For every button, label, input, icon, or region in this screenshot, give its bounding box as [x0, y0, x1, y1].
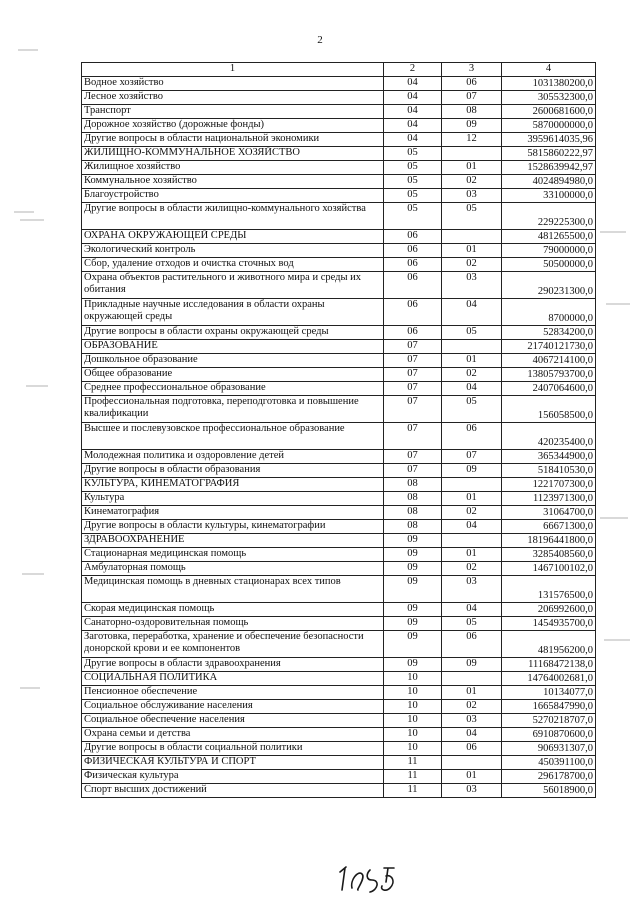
- row-name-cell: Спорт высших достижений: [82, 784, 384, 798]
- row-subsection-code: 05: [442, 203, 502, 230]
- row-amount: 5815860222,97: [502, 147, 596, 161]
- row-amount: 13805793700,0: [502, 368, 596, 382]
- row-name-cell: Среднее профессиональное образование: [82, 382, 384, 396]
- row-section-code: 09: [384, 562, 442, 576]
- row-amount: 481265500,0: [502, 230, 596, 244]
- table-row: [82, 714, 596, 728]
- row-section-code: 10: [384, 728, 442, 742]
- row-name-cell: Лесное хозяйство: [82, 91, 384, 105]
- table-row: [82, 382, 596, 396]
- row-name-cell: ОБРАЗОВАНИЕ: [82, 340, 384, 354]
- row-section-code: 06: [384, 272, 442, 299]
- row-amount: 1665847990,0: [502, 700, 596, 714]
- table-row: [82, 686, 596, 700]
- row-name-cell: Охрана семьи и детства: [82, 728, 384, 742]
- table-row: [82, 77, 596, 91]
- row-subsection-code: [442, 230, 502, 244]
- row-section-code: 09: [384, 548, 442, 562]
- row-name-cell: Заготовка, переработка, хранение и обеспечение безопасности донорской крови и ее компонентов: [82, 631, 384, 658]
- row-amount: 906931307,0: [502, 742, 596, 756]
- row-amount: 18196441800,0: [502, 534, 596, 548]
- row-subsection-code: 04: [442, 728, 502, 742]
- row-name-cell: Высшее и послевузовское профессиональное образование: [82, 423, 384, 450]
- row-subsection-code: 01: [442, 770, 502, 784]
- row-amount: 11168472138,0: [502, 658, 596, 672]
- row-subsection-code: 05: [442, 326, 502, 340]
- row-section-code: 07: [384, 340, 442, 354]
- row-name-cell: Другие вопросы в области социальной политики: [82, 742, 384, 756]
- row-amount: 518410530,0: [502, 464, 596, 478]
- table-row: [82, 728, 596, 742]
- row-subsection-code: 06: [442, 77, 502, 91]
- table-row: [82, 299, 596, 326]
- table-row: [82, 617, 596, 631]
- row-section-code: 05: [384, 147, 442, 161]
- row-subsection-code: 01: [442, 244, 502, 258]
- row-amount: 4024894980,0: [502, 175, 596, 189]
- row-section-code: 09: [384, 658, 442, 672]
- row-name-cell: Другие вопросы в области национальной экономики: [82, 133, 384, 147]
- table-row: [82, 548, 596, 562]
- table-row: [82, 631, 596, 658]
- row-amount: 5870000000,0: [502, 119, 596, 133]
- table-row: [82, 450, 596, 464]
- row-section-code: 08: [384, 478, 442, 492]
- header-col-4: 4: [502, 63, 596, 77]
- header-col-2: 2: [384, 63, 442, 77]
- row-section-code: 09: [384, 576, 442, 603]
- table-row: [82, 244, 596, 258]
- row-subsection-code: 12: [442, 133, 502, 147]
- row-section-code: 11: [384, 756, 442, 770]
- row-subsection-code: 01: [442, 548, 502, 562]
- row-name-cell: Благоустройство: [82, 189, 384, 203]
- row-subsection-code: [442, 756, 502, 770]
- row-amount: 14764002681,0: [502, 672, 596, 686]
- row-section-code: 11: [384, 784, 442, 798]
- row-subsection-code: 01: [442, 161, 502, 175]
- row-name-cell: Физическая культура: [82, 770, 384, 784]
- row-name-cell: Прикладные научные исследования в области охраны окружающей среды: [82, 299, 384, 326]
- row-subsection-code: 02: [442, 700, 502, 714]
- table-row: [82, 161, 596, 175]
- row-subsection-code: [442, 340, 502, 354]
- row-amount: 79000000,0: [502, 244, 596, 258]
- row-section-code: 08: [384, 520, 442, 534]
- row-name-cell: КУЛЬТУРА, КИНЕМАТОГРАФИЯ: [82, 478, 384, 492]
- row-subsection-code: 03: [442, 576, 502, 603]
- row-subsection-code: 01: [442, 354, 502, 368]
- row-subsection-code: 08: [442, 105, 502, 119]
- table-row: [82, 119, 596, 133]
- table-row: [82, 396, 596, 423]
- row-subsection-code: 06: [442, 631, 502, 658]
- row-subsection-code: 01: [442, 686, 502, 700]
- table-row: [82, 700, 596, 714]
- row-subsection-code: 09: [442, 464, 502, 478]
- table-row: [82, 756, 596, 770]
- row-name-cell: Амбулаторная помощь: [82, 562, 384, 576]
- row-name-cell: Стационарная медицинская помощь: [82, 548, 384, 562]
- table-row: [82, 423, 596, 450]
- table-row: [82, 354, 596, 368]
- handwritten-signature: [336, 860, 406, 896]
- row-name-cell: Кинематография: [82, 506, 384, 520]
- row-amount: 1031380200,0: [502, 77, 596, 91]
- row-name-cell: Другие вопросы в области жилищно-коммунального хозяйства: [82, 203, 384, 230]
- row-section-code: 10: [384, 700, 442, 714]
- row-name-cell: СОЦИАЛЬНАЯ ПОЛИТИКА: [82, 672, 384, 686]
- row-section-code: 07: [384, 396, 442, 423]
- table-row: [82, 230, 596, 244]
- table-row: [82, 742, 596, 756]
- table-row: [82, 147, 596, 161]
- row-amount: 2407064600,0: [502, 382, 596, 396]
- row-amount: 1467100102,0: [502, 562, 596, 576]
- row-section-code: 10: [384, 686, 442, 700]
- row-amount: 1528639942,97: [502, 161, 596, 175]
- row-name-cell: Другие вопросы в области образования: [82, 464, 384, 478]
- row-name-cell: Другие вопросы в области охраны окружающей среды: [82, 326, 384, 340]
- row-amount: 229225300,0: [502, 203, 596, 230]
- row-amount: 450391100,0: [502, 756, 596, 770]
- row-name-cell: Дошкольное образование: [82, 354, 384, 368]
- row-amount: 1221707300,0: [502, 478, 596, 492]
- row-subsection-code: 07: [442, 91, 502, 105]
- table-row: [82, 203, 596, 230]
- row-subsection-code: 05: [442, 396, 502, 423]
- row-name-cell: Коммунальное хозяйство: [82, 175, 384, 189]
- table-row: [82, 492, 596, 506]
- row-section-code: 10: [384, 672, 442, 686]
- row-subsection-code: 04: [442, 299, 502, 326]
- table-row: [82, 562, 596, 576]
- row-name-cell: Социальное обеспечение населения: [82, 714, 384, 728]
- row-subsection-code: 02: [442, 175, 502, 189]
- row-subsection-code: 06: [442, 423, 502, 450]
- table-row: [82, 770, 596, 784]
- row-section-code: 07: [384, 368, 442, 382]
- row-section-code: 04: [384, 105, 442, 119]
- table-row: [82, 464, 596, 478]
- table-row: [82, 534, 596, 548]
- row-amount: 5270218707,0: [502, 714, 596, 728]
- row-amount: 3285408560,0: [502, 548, 596, 562]
- row-section-code: 07: [384, 464, 442, 478]
- table-row: [82, 189, 596, 203]
- table-row: [82, 105, 596, 119]
- row-section-code: 06: [384, 244, 442, 258]
- table-row: [82, 576, 596, 603]
- row-section-code: 10: [384, 742, 442, 756]
- row-amount: 33100000,0: [502, 189, 596, 203]
- table-row: [82, 175, 596, 189]
- row-section-code: 05: [384, 161, 442, 175]
- row-name-cell: Профессиональная подготовка, переподготовка и повышение квалификации: [82, 396, 384, 423]
- row-section-code: 04: [384, 133, 442, 147]
- page-number: 2: [317, 34, 323, 46]
- row-name-cell: Транспорт: [82, 105, 384, 119]
- table-row: [82, 658, 596, 672]
- row-subsection-code: [442, 147, 502, 161]
- row-amount: 8700000,0: [502, 299, 596, 326]
- row-name-cell: Молодежная политика и оздоровление детей: [82, 450, 384, 464]
- row-section-code: 05: [384, 175, 442, 189]
- table-row: [82, 340, 596, 354]
- table-row: [82, 672, 596, 686]
- row-section-code: 06: [384, 326, 442, 340]
- row-subsection-code: 03: [442, 784, 502, 798]
- row-name-cell: Общее образование: [82, 368, 384, 382]
- row-name-cell: Медицинская помощь в дневных стационарах всех типов: [82, 576, 384, 603]
- row-name-cell: Другие вопросы в области здравоохранения: [82, 658, 384, 672]
- row-section-code: 06: [384, 299, 442, 326]
- row-amount: 365344900,0: [502, 450, 596, 464]
- row-amount: 3959614035,96: [502, 133, 596, 147]
- row-subsection-code: 07: [442, 450, 502, 464]
- row-amount: 156058500,0: [502, 396, 596, 423]
- row-amount: 21740121730,0: [502, 340, 596, 354]
- row-subsection-code: 03: [442, 714, 502, 728]
- row-section-code: 07: [384, 423, 442, 450]
- row-section-code: 09: [384, 631, 442, 658]
- row-name-cell: Другие вопросы в области культуры, кинематографии: [82, 520, 384, 534]
- row-subsection-code: 04: [442, 382, 502, 396]
- row-name-cell: Пенсионное обеспечение: [82, 686, 384, 700]
- row-subsection-code: 02: [442, 368, 502, 382]
- row-section-code: 09: [384, 603, 442, 617]
- row-section-code: 04: [384, 119, 442, 133]
- table-row: [82, 368, 596, 382]
- row-section-code: 09: [384, 617, 442, 631]
- row-amount: 4067214100,0: [502, 354, 596, 368]
- row-amount: 31064700,0: [502, 506, 596, 520]
- header-col-3: 3: [442, 63, 502, 77]
- row-amount: 481956200,0: [502, 631, 596, 658]
- row-name-cell: Сбор, удаление отходов и очистка сточных вод: [82, 258, 384, 272]
- row-subsection-code: 01: [442, 492, 502, 506]
- row-subsection-code: 02: [442, 562, 502, 576]
- row-name-cell: Скорая медицинская помощь: [82, 603, 384, 617]
- row-section-code: 11: [384, 770, 442, 784]
- row-section-code: 08: [384, 506, 442, 520]
- row-subsection-code: 03: [442, 272, 502, 299]
- row-subsection-code: 09: [442, 119, 502, 133]
- table-row: [82, 91, 596, 105]
- row-amount: 10134077,0: [502, 686, 596, 700]
- row-section-code: 07: [384, 382, 442, 396]
- row-section-code: 05: [384, 189, 442, 203]
- row-name-cell: ОХРАНА ОКРУЖАЮЩЕЙ СРЕДЫ: [82, 230, 384, 244]
- row-subsection-code: 02: [442, 506, 502, 520]
- row-name-cell: Культура: [82, 492, 384, 506]
- row-amount: 50500000,0: [502, 258, 596, 272]
- row-name-cell: ЗДРАВООХРАНЕНИЕ: [82, 534, 384, 548]
- row-amount: 131576500,0: [502, 576, 596, 603]
- row-section-code: 06: [384, 258, 442, 272]
- row-subsection-code: [442, 672, 502, 686]
- row-amount: 1454935700,0: [502, 617, 596, 631]
- row-amount: 56018900,0: [502, 784, 596, 798]
- row-name-cell: Жилищное хозяйство: [82, 161, 384, 175]
- row-subsection-code: 06: [442, 742, 502, 756]
- row-amount: 2600681600,0: [502, 105, 596, 119]
- table-row: [82, 272, 596, 299]
- row-section-code: 04: [384, 77, 442, 91]
- row-section-code: 09: [384, 534, 442, 548]
- row-section-code: 08: [384, 492, 442, 506]
- row-section-code: 06: [384, 230, 442, 244]
- row-section-code: 05: [384, 203, 442, 230]
- budget-table: [81, 62, 596, 798]
- table-row: [82, 133, 596, 147]
- row-name-cell: Охрана объектов растительного и животного мира и среды их обитания: [82, 272, 384, 299]
- table-row: [82, 478, 596, 492]
- table-row: [82, 520, 596, 534]
- table-row: [82, 258, 596, 272]
- table-header-row: [82, 63, 596, 77]
- table-row: [82, 326, 596, 340]
- row-name-cell: ФИЗИЧЕСКАЯ КУЛЬТУРА И СПОРТ: [82, 756, 384, 770]
- row-amount: 290231300,0: [502, 272, 596, 299]
- row-amount: 6910870600,0: [502, 728, 596, 742]
- table-row: [82, 784, 596, 798]
- row-subsection-code: 02: [442, 258, 502, 272]
- row-subsection-code: 03: [442, 189, 502, 203]
- row-subsection-code: 05: [442, 617, 502, 631]
- row-section-code: 07: [384, 354, 442, 368]
- row-section-code: 04: [384, 91, 442, 105]
- row-name-cell: Экологический контроль: [82, 244, 384, 258]
- row-amount: 420235400,0: [502, 423, 596, 450]
- row-amount: 206992600,0: [502, 603, 596, 617]
- row-amount: 52834200,0: [502, 326, 596, 340]
- row-subsection-code: 09: [442, 658, 502, 672]
- row-subsection-code: [442, 534, 502, 548]
- row-name-cell: Дорожное хозяйство (дорожные фонды): [82, 119, 384, 133]
- table-row: [82, 506, 596, 520]
- row-name-cell: Санаторно-оздоровительная помощь: [82, 617, 384, 631]
- row-subsection-code: [442, 478, 502, 492]
- row-section-code: 10: [384, 714, 442, 728]
- row-amount: 66671300,0: [502, 520, 596, 534]
- row-amount: 305532300,0: [502, 91, 596, 105]
- row-amount: 1123971300,0: [502, 492, 596, 506]
- row-amount: 296178700,0: [502, 770, 596, 784]
- row-name-cell: Водное хозяйство: [82, 77, 384, 91]
- row-section-code: 07: [384, 450, 442, 464]
- table-body: [82, 77, 596, 798]
- row-name-cell: ЖИЛИЩНО-КОММУНАЛЬНОЕ ХОЗЯЙСТВО: [82, 147, 384, 161]
- row-name-cell: Социальное обслуживание населения: [82, 700, 384, 714]
- row-subsection-code: 04: [442, 603, 502, 617]
- row-subsection-code: 04: [442, 520, 502, 534]
- header-col-1: 1: [82, 63, 384, 77]
- table-row: [82, 603, 596, 617]
